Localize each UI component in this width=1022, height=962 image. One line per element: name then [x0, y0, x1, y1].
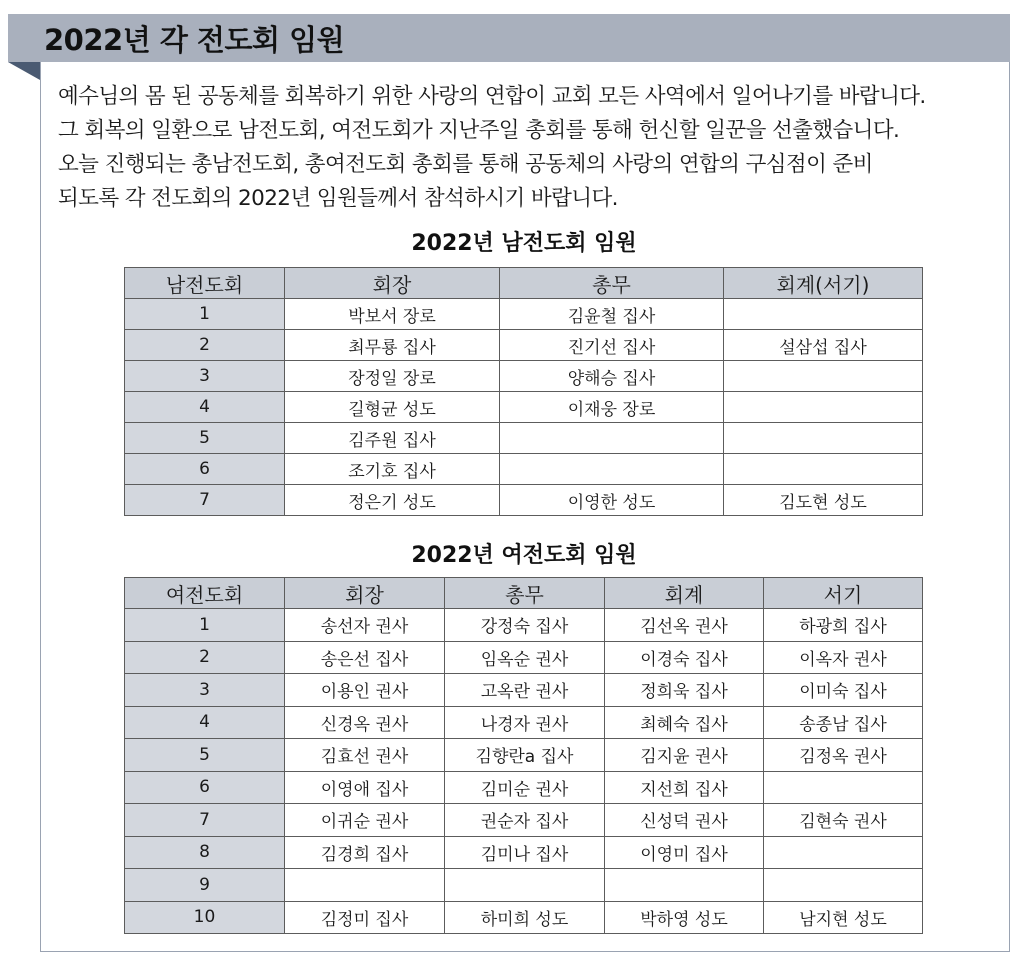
table-cell	[724, 392, 923, 423]
table-row	[125, 454, 923, 485]
table-cell: 김선옥 권사	[605, 609, 764, 642]
table-cell: 장정일 장로	[285, 361, 500, 392]
table-cell: 이용인 권사	[285, 674, 445, 707]
table-cell: 송종남 집사	[764, 706, 923, 739]
row-number-cell: 2	[125, 641, 285, 674]
row-number-cell: 8	[125, 836, 285, 869]
table-cell: 남지현 성도	[764, 901, 923, 934]
row-number-cell: 6	[125, 771, 285, 804]
table-row	[125, 739, 923, 772]
header-fold-decoration	[8, 62, 40, 80]
table-cell	[764, 771, 923, 804]
table-cell: 김주원 집사	[285, 423, 500, 454]
table-row	[125, 299, 923, 330]
table-cell: 최무룡 집사	[285, 330, 500, 361]
table-cell: 설삼섭 집사	[724, 330, 923, 361]
table-cell: 김현숙 권사	[764, 804, 923, 837]
table-cell: 이경숙 집사	[605, 641, 764, 674]
table-cell: 김경희 집사	[285, 836, 445, 869]
table-cell: 나경자 권사	[445, 706, 605, 739]
row-number-cell: 3	[125, 674, 285, 707]
table-cell: 이영미 집사	[605, 836, 764, 869]
table-cell	[500, 454, 724, 485]
table-row	[125, 771, 923, 804]
column-header: 여전도회	[125, 578, 285, 609]
table-cell	[764, 869, 923, 902]
row-number-cell: 7	[125, 485, 285, 516]
table-row	[125, 361, 923, 392]
table-cell: 길형균 성도	[285, 392, 500, 423]
table-row	[125, 706, 923, 739]
column-header: 회계(서기)	[724, 268, 923, 299]
table-cell: 김미순 권사	[445, 771, 605, 804]
table-header-row	[125, 578, 923, 609]
table-cell	[724, 361, 923, 392]
table-cell: 신성덕 권사	[605, 804, 764, 837]
women-section-title: 2022년 여전도회 임원	[411, 543, 637, 568]
table-cell: 진기선 집사	[500, 330, 724, 361]
table-cell: 하미희 성도	[445, 901, 605, 934]
intro-line: 그 회복의 일환으로 남전도회, 여전도회가 지난주일 총회를 통해 헌신할 일꾼을 선출했습니다.	[58, 118, 900, 143]
table-row	[125, 485, 923, 516]
table-cell: 이영애 집사	[285, 771, 445, 804]
table-cell: 박보서 장로	[285, 299, 500, 330]
table-cell: 이미숙 집사	[764, 674, 923, 707]
table-cell: 송은선 집사	[285, 641, 445, 674]
table-cell: 김도현 성도	[724, 485, 923, 516]
table-row	[125, 869, 923, 902]
row-number-cell: 1	[125, 299, 285, 330]
table-cell: 지선희 집사	[605, 771, 764, 804]
table-cell	[724, 299, 923, 330]
row-number-cell: 7	[125, 804, 285, 837]
table-cell: 정은기 성도	[285, 485, 500, 516]
row-number-cell: 5	[125, 739, 285, 772]
table-cell: 이영한 성도	[500, 485, 724, 516]
page-title: 2022년 각 전도회 임원	[44, 23, 345, 57]
table-cell	[724, 423, 923, 454]
table-cell: 김효선 권사	[285, 739, 445, 772]
table-cell	[724, 454, 923, 485]
men-officers-table	[124, 267, 923, 516]
table-cell	[285, 869, 445, 902]
table-cell: 양해승 집사	[500, 361, 724, 392]
table-cell: 김정옥 권사	[764, 739, 923, 772]
intro-line: 예수님의 몸 된 공동체를 회복하기 위한 사랑의 연합이 교회 모든 사역에서 일어나기를 바랍니다.	[58, 84, 926, 109]
table-cell: 신경옥 권사	[285, 706, 445, 739]
table-row	[125, 330, 923, 361]
row-number-cell: 4	[125, 392, 285, 423]
table-cell: 정희욱 집사	[605, 674, 764, 707]
table-cell: 고옥란 권사	[445, 674, 605, 707]
table-cell	[445, 869, 605, 902]
intro-paragraph	[58, 80, 1006, 216]
table-cell: 권순자 집사	[445, 804, 605, 837]
row-number-cell: 10	[125, 901, 285, 934]
row-number-cell: 5	[125, 423, 285, 454]
table-row	[125, 641, 923, 674]
row-number-cell: 2	[125, 330, 285, 361]
table-cell	[605, 869, 764, 902]
table-row	[125, 901, 923, 934]
column-header: 서기	[764, 578, 923, 609]
column-header: 회장	[285, 268, 500, 299]
column-header: 총무	[445, 578, 605, 609]
column-header: 남전도회	[125, 268, 285, 299]
row-number-cell: 1	[125, 609, 285, 642]
table-row	[125, 392, 923, 423]
table-cell: 최혜숙 집사	[605, 706, 764, 739]
column-header: 회장	[285, 578, 445, 609]
table-cell	[764, 836, 923, 869]
row-number-cell: 3	[125, 361, 285, 392]
table-row	[125, 609, 923, 642]
table-cell: 송선자 권사	[285, 609, 445, 642]
table-cell: 하광희 집사	[764, 609, 923, 642]
table-cell: 조기호 집사	[285, 454, 500, 485]
men-section-title: 2022년 남전도회 임원	[411, 231, 637, 256]
table-cell: 임옥순 권사	[445, 641, 605, 674]
table-cell: 김정미 집사	[285, 901, 445, 934]
table-cell: 이귀순 권사	[285, 804, 445, 837]
table-row	[125, 804, 923, 837]
intro-line: 되도록 각 전도회의 2022년 임원들께서 참석하시기 바랍니다.	[58, 186, 618, 211]
table-header-row	[125, 268, 923, 299]
table-cell: 강정숙 집사	[445, 609, 605, 642]
women-officers-table	[124, 577, 923, 934]
table-cell: 김지윤 권사	[605, 739, 764, 772]
table-cell: 김미나 집사	[445, 836, 605, 869]
table-cell: 이재웅 장로	[500, 392, 724, 423]
table-cell: 이옥자 권사	[764, 641, 923, 674]
table-row	[125, 674, 923, 707]
table-cell: 김향란a 집사	[445, 739, 605, 772]
table-cell	[500, 423, 724, 454]
row-number-cell: 9	[125, 869, 285, 902]
column-header: 회계	[605, 578, 764, 609]
table-cell: 박하영 성도	[605, 901, 764, 934]
table-row	[125, 836, 923, 869]
intro-line: 오늘 진행되는 총남전도회, 총여전도회 총회를 통해 공동체의 사랑의 연합의 구심점이 준비	[58, 152, 873, 177]
row-number-cell: 6	[125, 454, 285, 485]
row-number-cell: 4	[125, 706, 285, 739]
table-row	[125, 423, 923, 454]
column-header: 총무	[500, 268, 724, 299]
table-cell: 김윤철 집사	[500, 299, 724, 330]
